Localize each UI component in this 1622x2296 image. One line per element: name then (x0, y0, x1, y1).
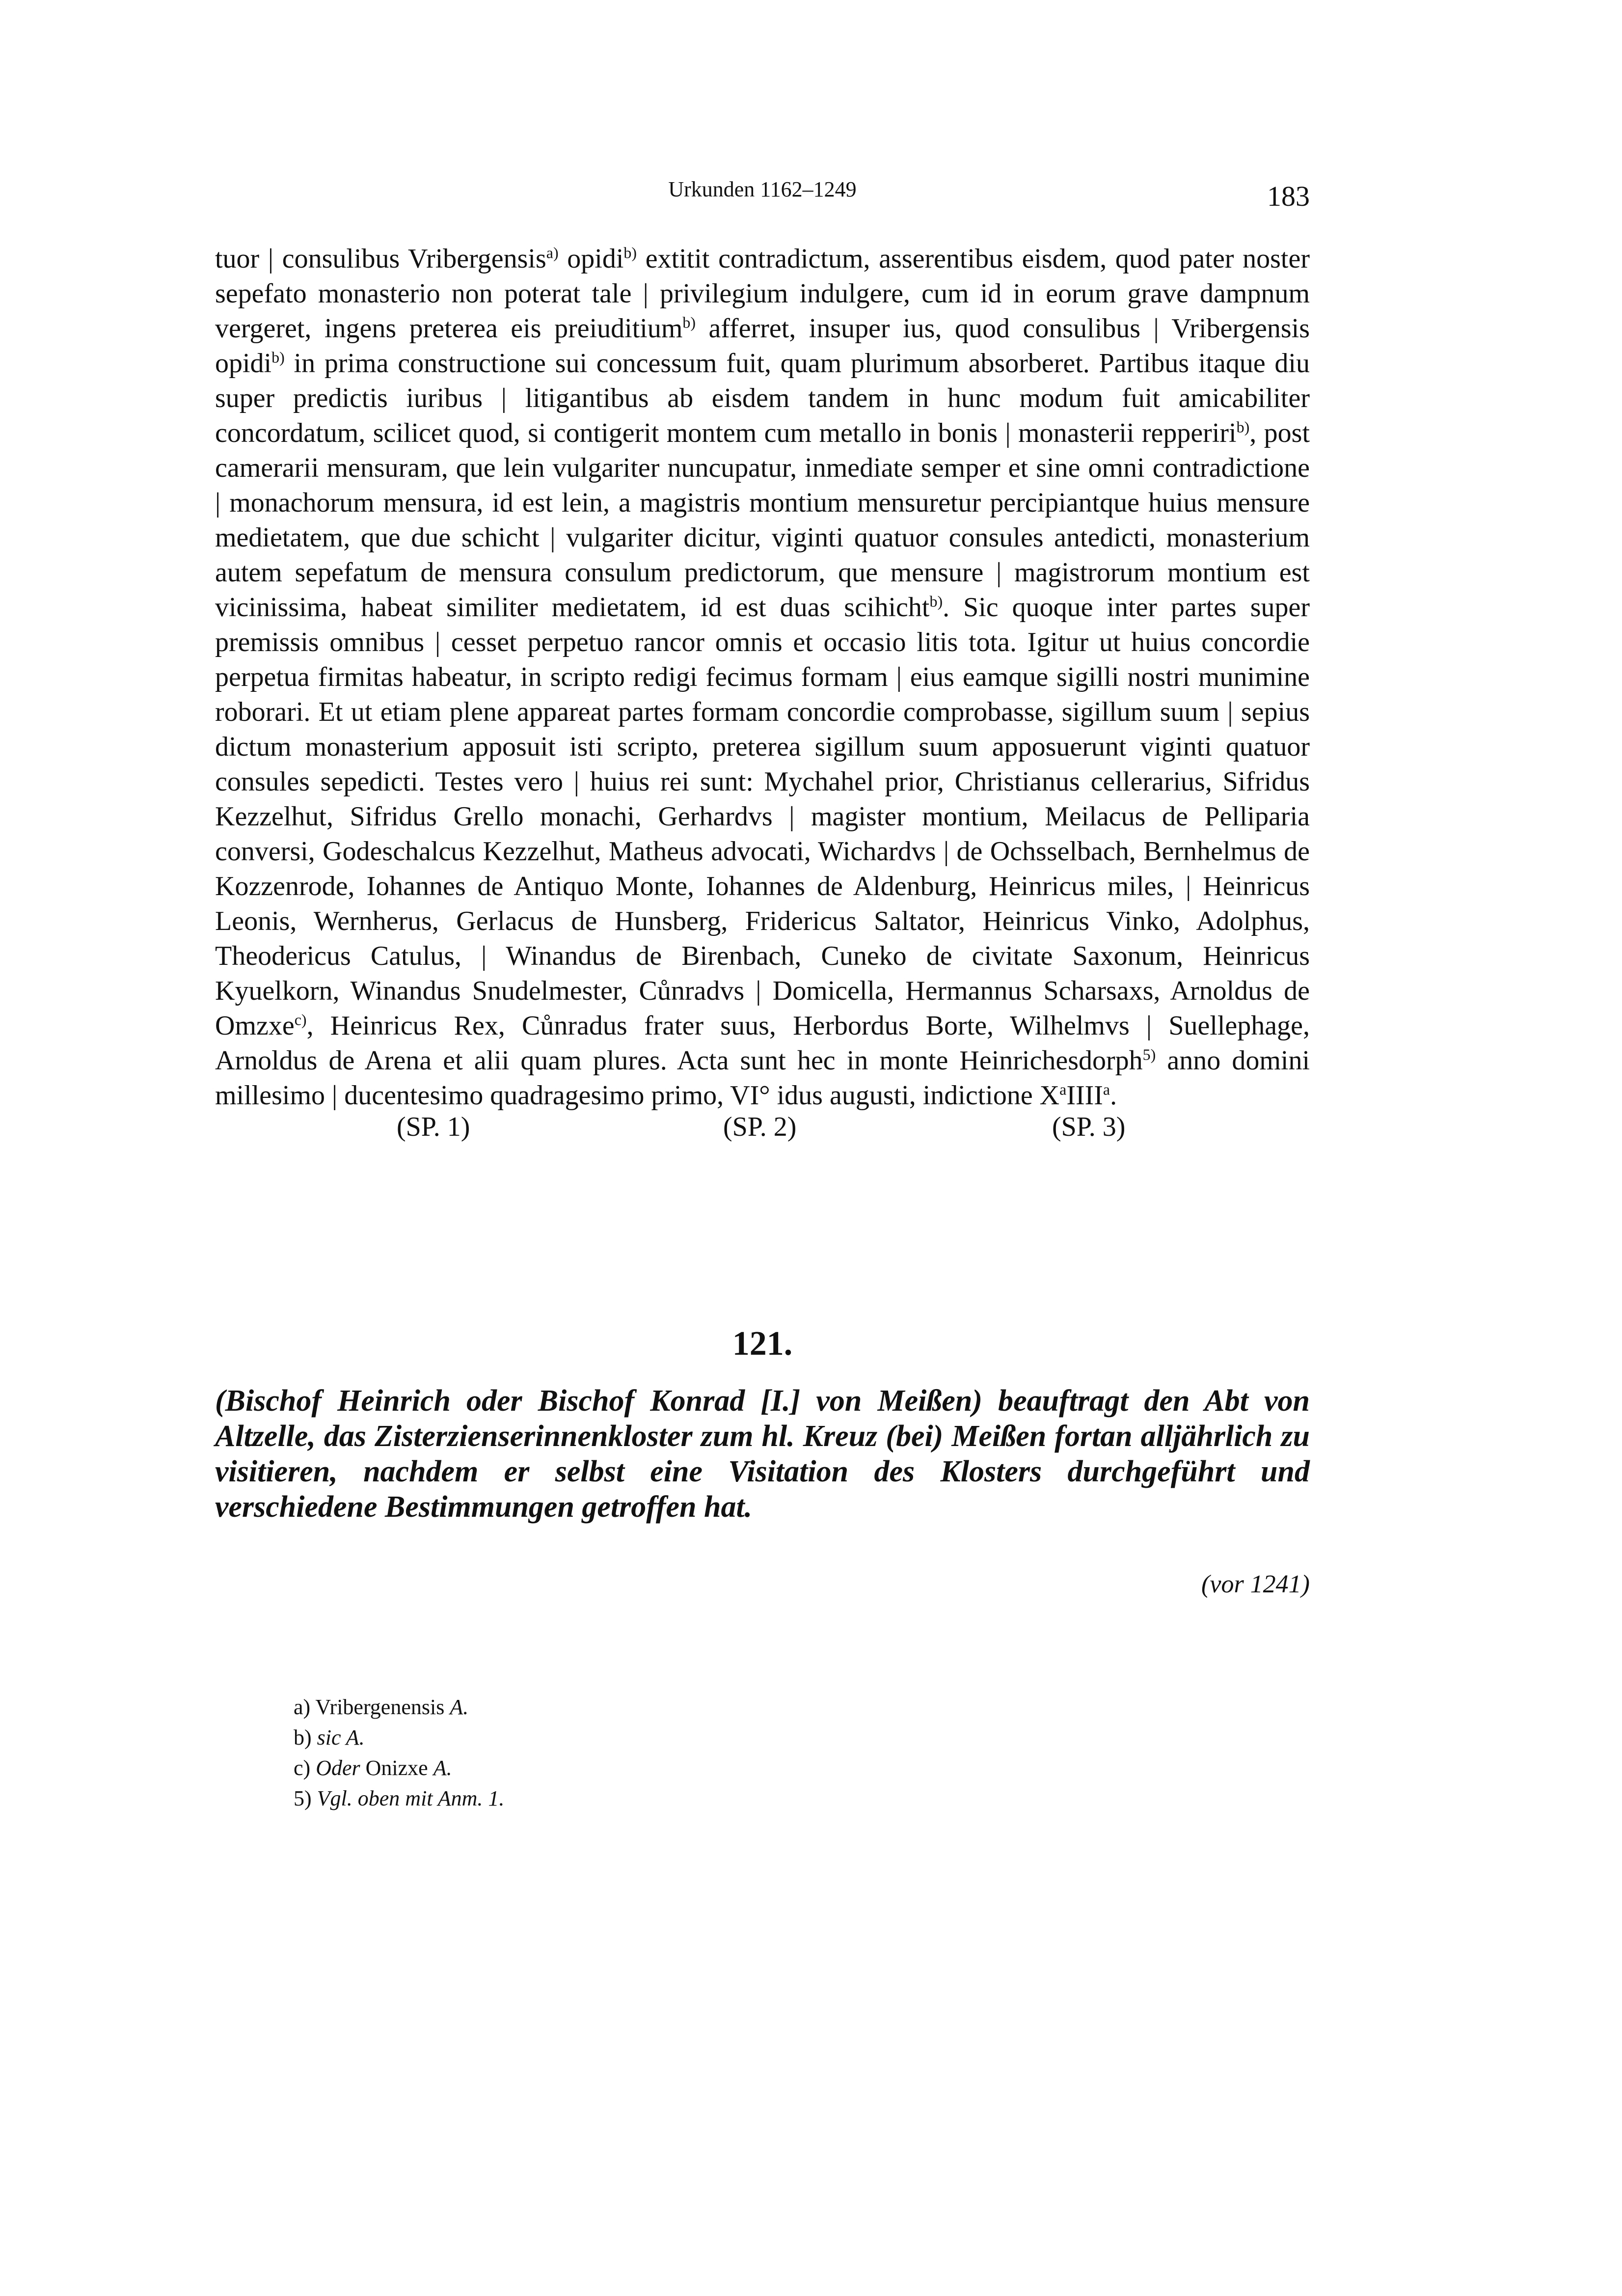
document-number: 121. (732, 1325, 793, 1363)
footnote-ref: a) (546, 244, 559, 262)
footnote: 5) Vgl. oben mit Anm. 1. (294, 1786, 505, 1810)
footnote-ref: c) (294, 1011, 307, 1029)
footnote-ref: b) (682, 313, 696, 331)
running-title: Urkunden 1162–1249 (668, 177, 857, 201)
running-head (215, 177, 1310, 216)
page (215, 177, 1310, 1814)
footnote-ref: b) (929, 592, 943, 610)
footnote: b) sic A. (294, 1725, 365, 1749)
footnote-ref: b) (271, 348, 285, 366)
footnote-ref: 5) (1142, 1045, 1156, 1064)
footnote: a) Vribergenensis A. (294, 1695, 469, 1719)
document-regest: (Bischof Heinrich oder Bischof Konrad [I.] von Meißen) beauftragt den Abt von Altzelle, das Zisterzienserinnenkloster zum hl. Kreuz (bei) Meißen fortan alljährlich zu visitieren, nachdem er selbst eine Visitation des Klosters durchgeführt und verschiedene Bestimmungen getroffen hat. (215, 1384, 1310, 1524)
footnote-ref: b) (1236, 418, 1250, 436)
footnote-ref: b) (623, 244, 637, 262)
seal-marks (215, 1113, 1310, 1152)
seal-mark: (SP. 2) (723, 1112, 797, 1142)
charter-text: tuor | consulibus Vribergensis$^{a)}$ opidi$^{b)}$ extitit contradictum, asserentibus eisdem, quod pater noster sepefato monasterio non poterat tale | privilegium indulgere, cum id in eorum grave dampnum vergeret, ingens preterea eis preiuditium$^{b)}$ afferret, insuper ius, quod consulibus | Vribergensis opidi$^{b)}$ in prima constructione sui concessum fuit, quam plurimum absorberet. Partibus itaque diu super predictis iuribus | litigantibus ab eisdem tandem in hunc modum fuit amicabiliter concordatum, scilicet quod, si contigerit montem cum metallo in bonis | monasterii repperiri$^{b)}$, post camerarii mensuram, que lein vulgariter nuncupatur, inmediate semper et sine omni contradictione | monachorum mensura, id est lein, a magistris montium mensuretur percipiantque huius mensure medietatem, que due schicht | vulgariter dicitur, viginti quatuor consules antedicti, monasterium autem sepefatum de mensura consulum predictorum, que mensure | magistrorum montium est vicinissima, habeat similiter medietatem, id est duas scihicht$^{b)}$. Sic quoque inter partes super premissis omnibus | cesset perpetuo rancor omnis et occasio litis tota. Igitur ut huius concordie perpetua firmitas habeatur, in scripto redigi fecimus formam | eius eamque sigilli nostri munimine roborari. Et ut etiam plene appareat partes formam concordie comprobasse, sigillum suum | sepius dictum monasterium apposuit isti scripto, preterea sigillum suum apposuerunt viginti quatuor consules sepedicti. Testes vero | huius rei sunt: Mychahel prior, Christianus cellerarius, Sifridus Kezzelhut, Sifridus Grello monachi, Gerhardvs | magister montium, Meilacus de Pelliparia conversi, Godeschalcus Kezzelhut, Matheus advocati, Wichardvs | de Ochsselbach, Bernhelmus de Kozzenrode, Iohannes de Antiquo Monte, Iohannes de Aldenburg, Heinricus miles, | Heinricus Leonis, Wernherus, Gerlacus de Hunsberg, Fridericus Saltator, Heinricus Vinko, Adolphus, Theodericus Catulus, | Winandus de Birenbach, Cuneko de civitate Saxonum, Heinricus Kyuelkorn, Winandus Snudelmester, Cůnradvs | Domicella, Hermannus Scharsaxs, Arnoldus de Omzxe$^{c)}$, Heinricus Rex, Cůnradus frater suus, Herbordus Borte, Wilhelmvs | Suellephage, Arnoldus de Arena et alii quam plures. Acta sunt hec in monte Heinrichesdorph$^{5)}$ anno domini millesimo | ducentesimo quadragesimo primo, VI° idus augusti, indictione $X^aIIII^a$. (215, 244, 1310, 1111)
document-date: (vor 1241) (1201, 1570, 1310, 1598)
footnote: c) Oder Onizxe A. (294, 1756, 452, 1780)
seal-mark: (SP. 3) (1052, 1112, 1126, 1142)
page-number: 183 (1267, 180, 1310, 212)
seal-mark: (SP. 1) (397, 1112, 470, 1142)
footnotes (294, 1692, 1310, 1814)
